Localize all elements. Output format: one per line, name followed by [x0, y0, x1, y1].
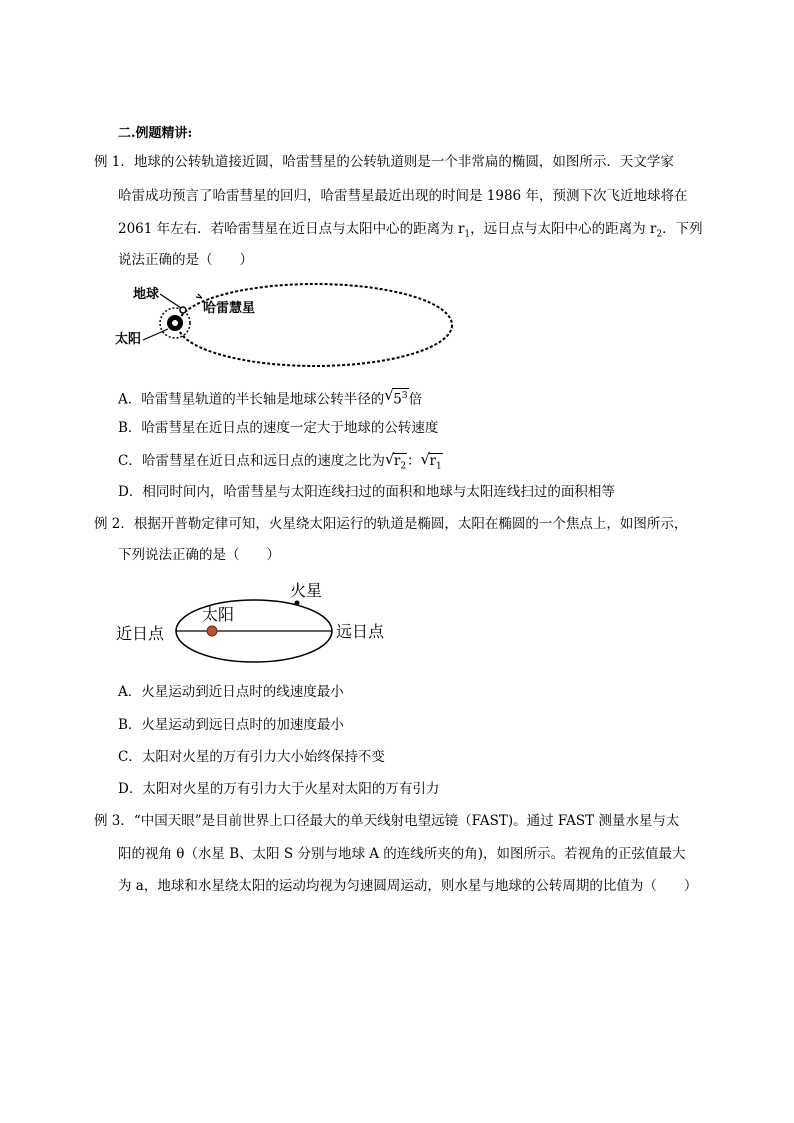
sun-ball	[207, 626, 217, 636]
halley-orbit-figure	[110, 282, 455, 372]
fig2-label-mars: 火星	[290, 581, 323, 600]
ex2-option-b: B．火星运动到远日点时的加速度最小	[118, 717, 344, 733]
mars-orbit-figure	[110, 576, 400, 668]
ex3-line-2: 阳的视角 θ（水星 B、太阳 S 分别与地球 A 的连线所夹的角)，如图所示。若视角的正弦值最大	[118, 846, 686, 862]
ex2-line-1: 例 2．根据开普勒定律可知，火星绕太阳运行的轨道是椭圆，太阳在椭圆的一个焦点上，如图所示，	[94, 516, 688, 532]
mars-dot	[295, 601, 300, 606]
ex1-option-b: B．哈雷彗星在近日点的速度一定大于地球的公转速度	[118, 420, 439, 436]
fig2-label-perihelion: 近日点	[116, 624, 165, 643]
ex1-option-c: C．哈雷彗星在近日点和远日点的速度之比为 √ $r_2$： √ $r_1$	[118, 450, 442, 472]
ex1-line-1: 例 1．地球的公转轨道接近圆，哈雷彗星的公转轨道则是一个非常扁的椭圆，如图所示．天文学家	[94, 154, 674, 170]
ex3-line-3: 为 a，地球和水星绕太阳的运动均视为匀速圆周运动，则水星与地球的公转周期的比值为（ ）	[118, 878, 698, 894]
section-heading: 二.例题精讲:	[118, 126, 193, 141]
ex2-line-2: 下列说法正确的是（ ）	[118, 547, 280, 563]
ex3-line-1: 例 3．“中国天眼”是目前世界上口径最大的单天线射电望远镜（FAST)。通过 FAST 测量水星与太	[94, 813, 680, 829]
fig1-label-comet: 哈雷慧星	[203, 301, 256, 316]
fig2-label-aphelion: 远日点	[336, 622, 385, 641]
ex2-option-c: C．太阳对火星的万有引力大小始终保持不变	[118, 749, 385, 765]
ex2-option-d: D．太阳对火星的万有引力大于火星对太阳的万有引力	[118, 781, 440, 797]
ex2-option-a: A．火星运动到近日点时的线速度最小	[118, 684, 344, 700]
ex1-line-3: 2061 年左右．若哈雷彗星在近日点与太阳中心的距离为 $r_1$，远日点与太阳中心的距离为 $r_2$．下列	[118, 221, 703, 240]
ex1-line-2: 哈雷成功预言了哈雷彗星的回归，哈雷彗星最近出现的时间是 1986 年，预测下次飞近地球将在	[118, 188, 688, 204]
fig2-label-sun: 太阳	[202, 605, 235, 624]
ex1-option-d: D．相同时间内，哈雷彗星与太阳连线扫过的面积和地球与太阳连线扫过的面积相等	[118, 484, 615, 500]
fig1-label-sun: 太阳	[115, 332, 142, 347]
comet-orbit	[178, 284, 452, 366]
ex1-line-4: 说法正确的是（ ）	[118, 252, 253, 268]
ex1-option-a: A．哈雷彗星轨道的半长轴是地球公转半径的 √ $5^3$倍	[118, 386, 423, 408]
fig1-label-earth: 地球	[133, 287, 160, 302]
